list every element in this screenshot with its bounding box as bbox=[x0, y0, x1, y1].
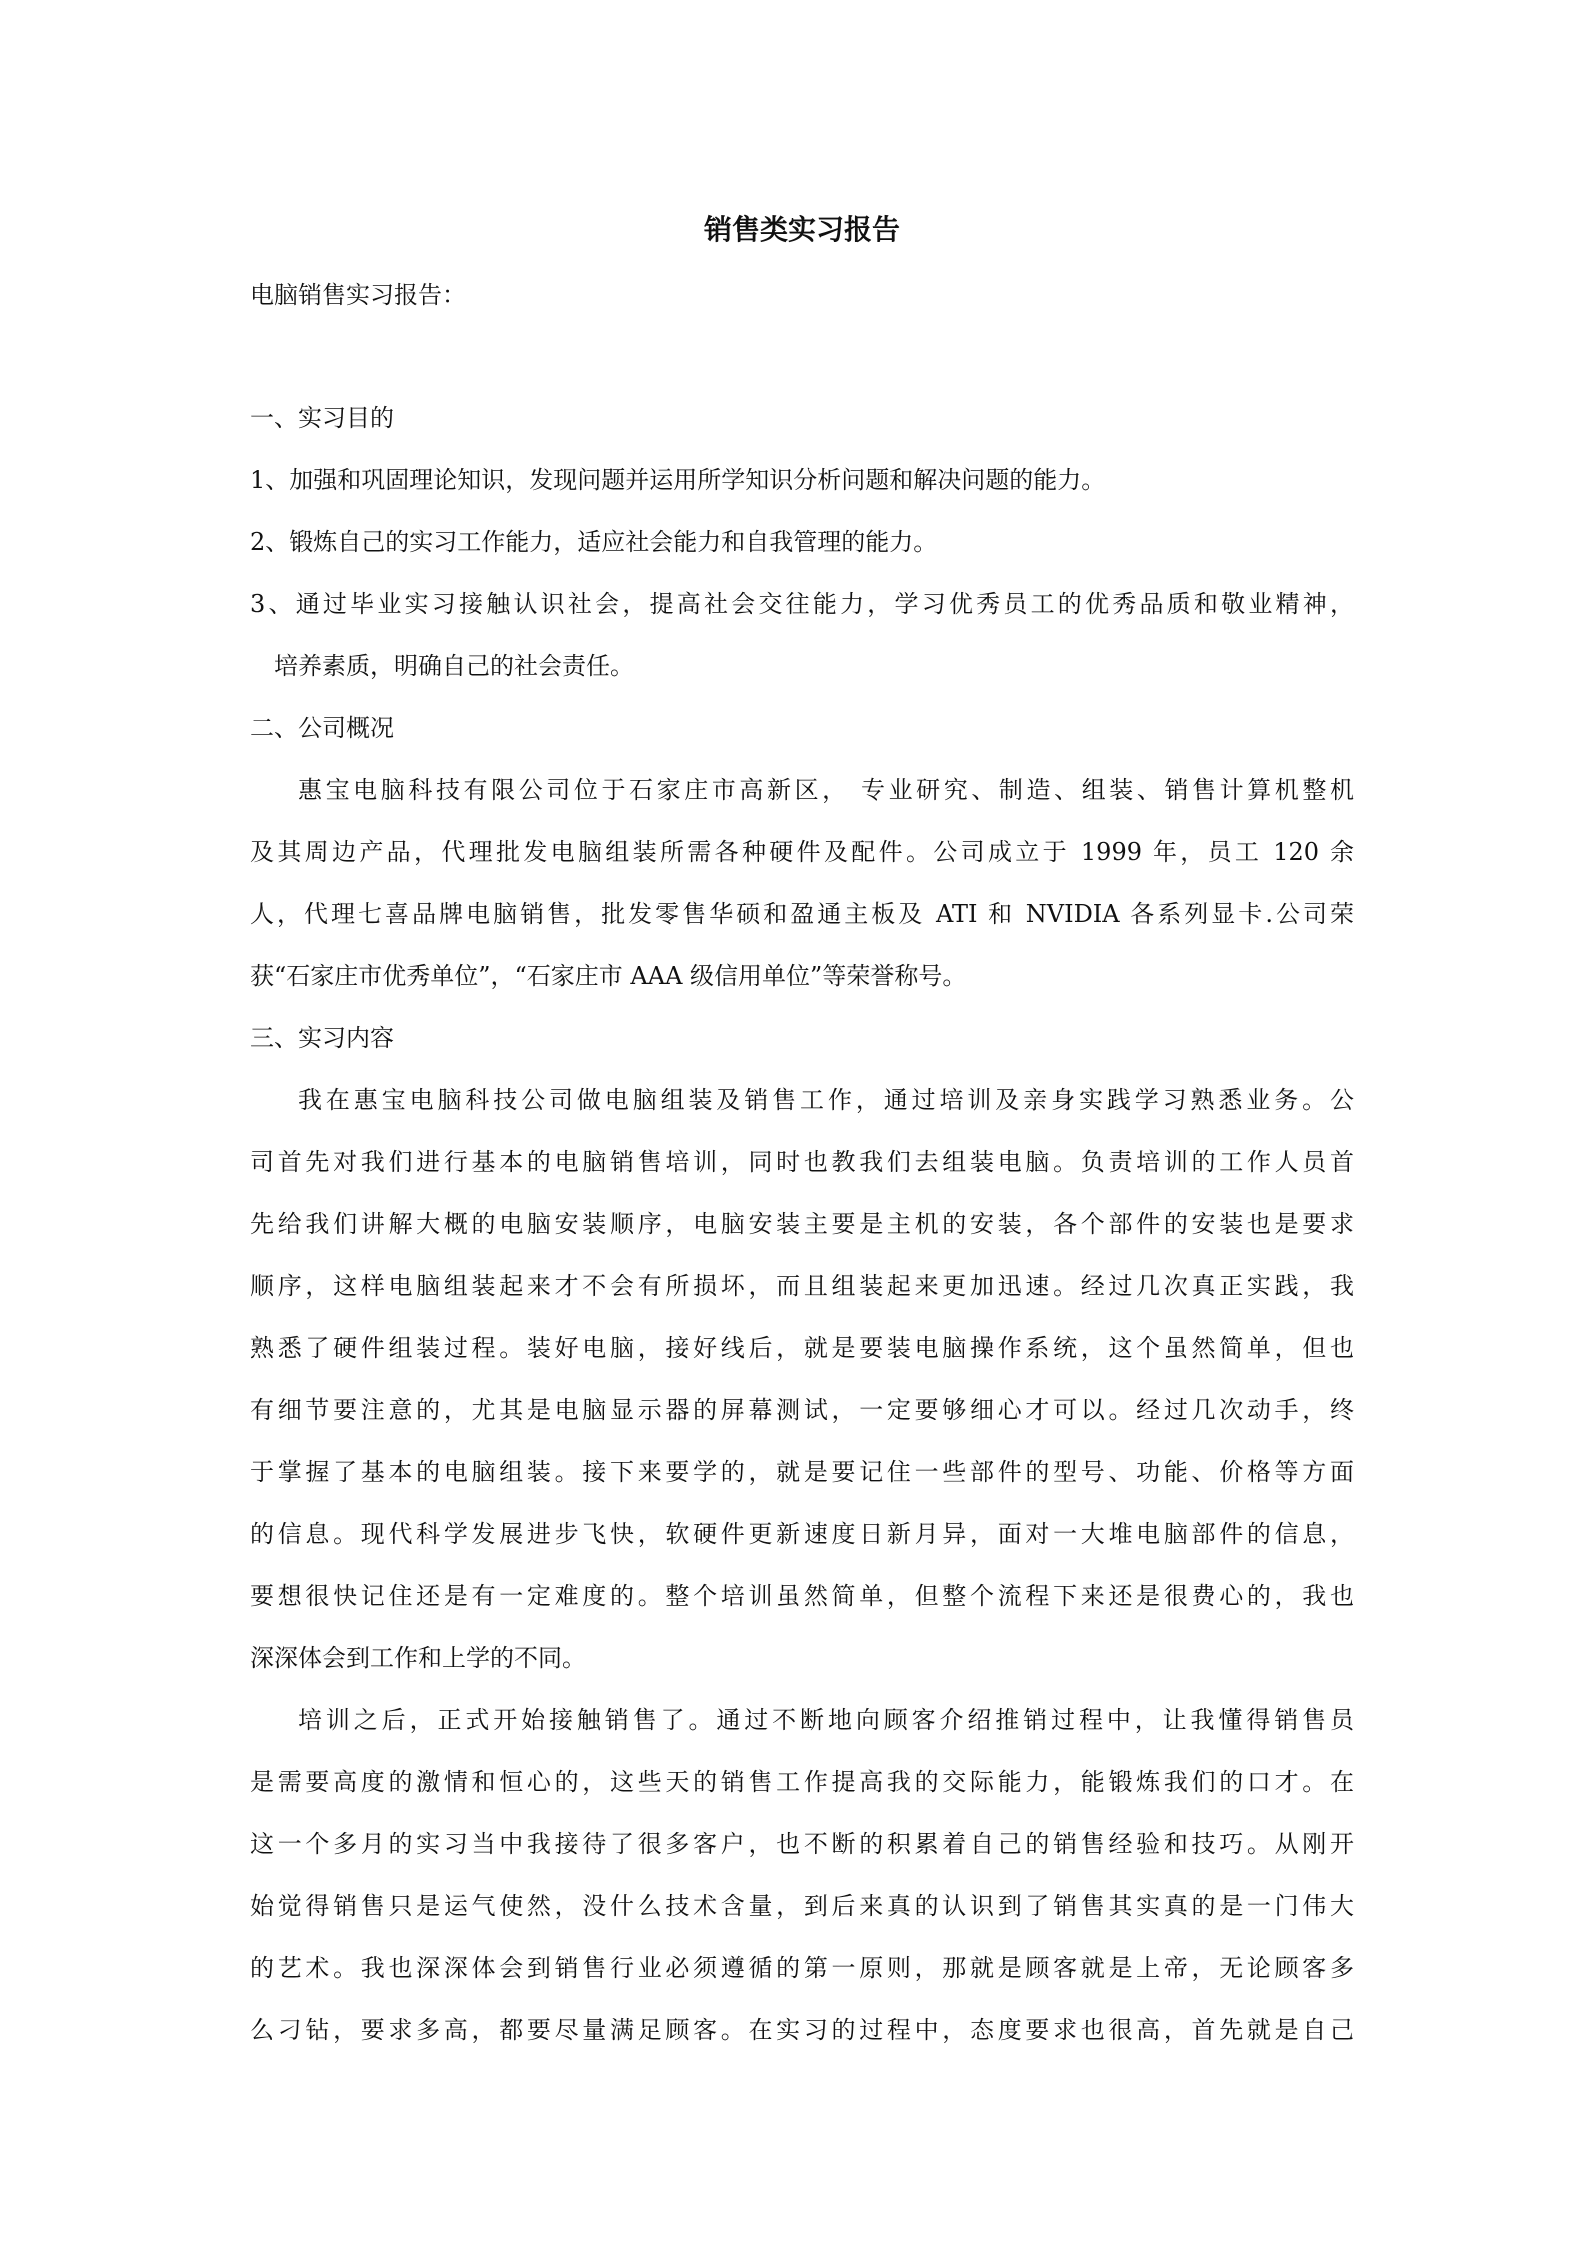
company-paragraph-line: 惠宝电脑科技有限公司位于石家庄市高新区， 专业研究、制造、组装、销售计算机整机 bbox=[298, 776, 1354, 804]
content-paragraph-1-line: 熟悉了硬件组装过程。装好电脑，接好线后，就是要装电脑操作系统，这个虽然简单，但也 bbox=[250, 1334, 1354, 1362]
content-paragraph-2-line: 培训之后，正式开始接触销售了。通过不断地向顾客介绍推销过程中，让我懂得销售员 bbox=[298, 1706, 1354, 1734]
purpose-item-3-line-1: 3、通过毕业实习接触认识社会，提高社会交往能力，学习优秀员工的优秀品质和敬业精神， bbox=[250, 590, 1354, 618]
purpose-item-1: 1、加强和巩固理论知识，发现问题并运用所学知识分析问题和解决问题的能力。 bbox=[250, 466, 1106, 494]
company-paragraph-line: 人，代理七喜品牌电脑销售，批发零售华硕和盈通主板及 ATI 和 NVIDIA 各系列显卡.公司荣 bbox=[250, 900, 1354, 928]
content-paragraph-1-line: 要想很快记住还是有一定难度的。整个培训虽然简单，但整个流程下来还是很费心的，我也 bbox=[250, 1582, 1354, 1610]
content-paragraph-2-line: 这一个多月的实习当中我接待了很多客户，也不断的积累着自己的销售经验和技巧。从刚开 bbox=[250, 1830, 1354, 1858]
purpose-item-3-line-2: 培养素质，明确自己的社会责任。 bbox=[274, 652, 634, 680]
content-paragraph-1-line: 我在惠宝电脑科技公司做电脑组装及销售工作，通过培训及亲身实践学习熟悉业务。公 bbox=[298, 1086, 1354, 1114]
content-paragraph-1-line: 顺序，这样电脑组装起来才不会有所损坏，而且组装起来更加迅速。经过几次真正实践，我 bbox=[250, 1272, 1354, 1300]
content-paragraph-2-line: 的艺术。我也深深体会到销售行业必须遵循的第一原则，那就是顾客就是上帝，无论顾客多 bbox=[250, 1954, 1354, 1982]
content-paragraph-2-line: 么刁钻，要求多高，都要尽量满足顾客。在实习的过程中，态度要求也很高，首先就是自己 bbox=[250, 2016, 1354, 2044]
section-heading-content: 三、实习内容 bbox=[250, 1024, 394, 1052]
section-heading-company: 二、公司概况 bbox=[250, 714, 394, 742]
purpose-item-2: 2、锻炼自己的实习工作能力，适应社会能力和自我管理的能力。 bbox=[250, 528, 938, 556]
content-paragraph-1-line: 于掌握了基本的电脑组装。接下来要学的，就是要记住一些部件的型号、功能、价格等方面 bbox=[250, 1458, 1354, 1486]
document-subtitle: 电脑销售实习报告： bbox=[250, 281, 466, 309]
company-paragraph-line: 及其周边产品，代理批发电脑组装所需各种硬件及配件。公司成立于 1999 年，员工 120 余 bbox=[250, 838, 1354, 866]
content-paragraph-1-line: 先给我们讲解大概的电脑安装顺序，电脑安装主要是主机的安装，各个部件的安装也是要求 bbox=[250, 1210, 1354, 1238]
company-paragraph-line: 获“石家庄市优秀单位”，“石家庄市 AAA 级信用单位”等荣誉称号。 bbox=[250, 962, 967, 990]
section-heading-purpose: 一、实习目的 bbox=[250, 404, 394, 432]
content-paragraph-1-line: 深深体会到工作和上学的不同。 bbox=[250, 1644, 586, 1672]
content-paragraph-2-line: 始觉得销售只是运气使然，没什么技术含量，到后来真的认识到了销售其实真的是一门伟大 bbox=[250, 1892, 1354, 1920]
content-paragraph-1-line: 有细节要注意的，尤其是电脑显示器的屏幕测试，一定要够细心才可以。经过几次动手，终 bbox=[250, 1396, 1354, 1424]
content-paragraph-1-line: 司首先对我们进行基本的电脑销售培训，同时也教我们去组装电脑。负责培训的工作人员首 bbox=[250, 1148, 1354, 1176]
content-paragraph-1-line: 的信息。现代科学发展进步飞快，软硬件更新速度日新月异，面对一大堆电脑部件的信息， bbox=[250, 1520, 1354, 1548]
content-paragraph-2-line: 是需要高度的激情和恒心的，这些天的销售工作提高我的交际能力，能锻炼我们的口才。在 bbox=[250, 1768, 1354, 1796]
document-title: 销售类实习报告 bbox=[703, 213, 900, 246]
